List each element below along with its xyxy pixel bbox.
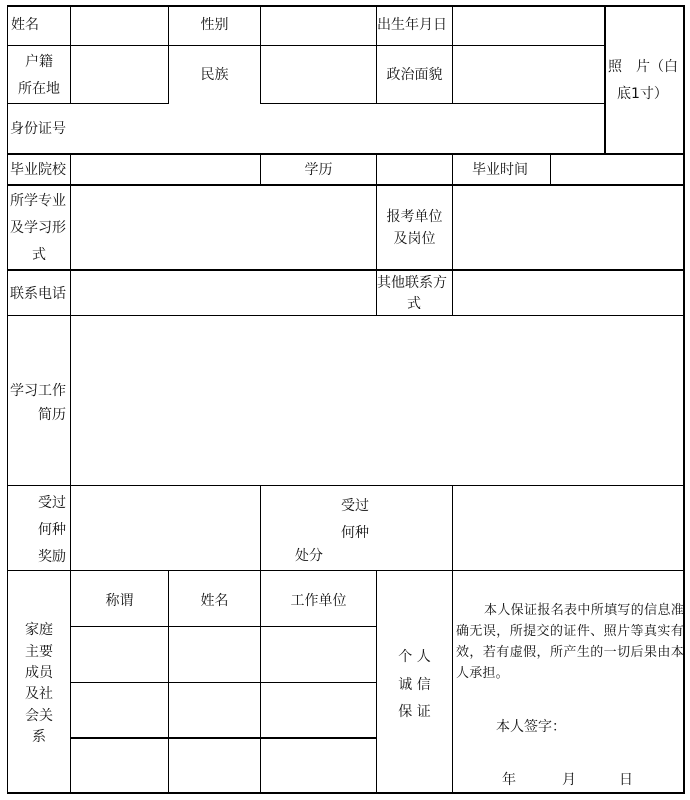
school-field[interactable] bbox=[71, 155, 260, 184]
punishment-field[interactable] bbox=[453, 486, 683, 570]
hukou-field[interactable] bbox=[71, 46, 168, 103]
label-family-3: 成员 bbox=[25, 665, 53, 681]
name-field[interactable] bbox=[71, 6, 168, 45]
ethnicity-field[interactable] bbox=[261, 46, 376, 103]
label-grad-time: 毕业时间 bbox=[472, 162, 528, 178]
label-school: 毕业院校 bbox=[10, 162, 66, 178]
label-family-5: 会关 bbox=[25, 708, 53, 724]
label-family-4: 及社 bbox=[25, 686, 53, 702]
birth-field[interactable] bbox=[453, 6, 604, 45]
pledge-text: 本人保证报名表中所填写的信息准确无误，所提交的证件、照片等真实有效，若有虚假，所产生的一切后果由本人承担。 bbox=[456, 603, 684, 681]
apply-field[interactable] bbox=[453, 186, 683, 269]
family-name-3[interactable] bbox=[169, 739, 260, 792]
education-field[interactable] bbox=[377, 155, 452, 184]
label-education: 学历 bbox=[304, 162, 333, 178]
other-contact-field[interactable] bbox=[453, 271, 683, 315]
family-workplace-2[interactable] bbox=[261, 683, 376, 737]
label-ethnicity: 民族 bbox=[200, 67, 229, 83]
label-awards-3: 奖励 bbox=[38, 549, 66, 565]
col-header-workplace: 工作单位 bbox=[290, 593, 347, 609]
awards-field[interactable] bbox=[71, 486, 260, 570]
label-awards-1: 受过 bbox=[38, 495, 66, 511]
date-month: 月 bbox=[562, 772, 576, 788]
signature-label: 本人签字： bbox=[496, 719, 566, 735]
resume-field[interactable] bbox=[71, 316, 683, 485]
label-name: 姓名 bbox=[11, 17, 39, 33]
family-relation-2[interactable] bbox=[71, 683, 168, 737]
gender-field[interactable] bbox=[261, 6, 376, 45]
signature-field[interactable] bbox=[570, 712, 680, 740]
label-punish-2: 何种 bbox=[341, 525, 369, 541]
date-year: 年 bbox=[502, 772, 516, 788]
label-apply-2: 及岗位 bbox=[393, 231, 436, 247]
border-bottom bbox=[7, 792, 684, 794]
family-relation-1[interactable] bbox=[71, 627, 168, 682]
label-political: 政治面貌 bbox=[386, 67, 443, 83]
label-honesty-1: 个 人 bbox=[398, 649, 431, 665]
rule-row8 bbox=[7, 570, 684, 571]
label-major-3: 式 bbox=[32, 247, 46, 263]
family-relation-3[interactable] bbox=[71, 739, 168, 792]
id-number-field[interactable] bbox=[71, 104, 604, 153]
col-header-name: 姓名 bbox=[200, 593, 229, 609]
photo-label-2: 底1寸） bbox=[617, 86, 668, 102]
family-workplace-1[interactable] bbox=[261, 627, 376, 682]
label-gender: 性别 bbox=[200, 17, 229, 33]
label-family-1: 家庭 bbox=[25, 622, 53, 638]
label-other-contact-1: 其他联系方 bbox=[377, 275, 447, 291]
major-field[interactable] bbox=[71, 186, 376, 269]
label-punish-1: 受过 bbox=[341, 498, 369, 514]
label-family-2: 主要 bbox=[25, 644, 53, 660]
photo-area[interactable] bbox=[605, 6, 683, 153]
label-phone: 联系电话 bbox=[10, 286, 66, 302]
family-workplace-3[interactable] bbox=[261, 739, 376, 792]
family-name-1[interactable] bbox=[169, 627, 260, 682]
label-other-contact-2: 式 bbox=[407, 296, 421, 312]
photo-label-1: 照 片（白 bbox=[608, 59, 678, 75]
label-hukou-1: 户籍 bbox=[25, 54, 53, 70]
label-family-6: 系 bbox=[32, 729, 46, 745]
political-field[interactable] bbox=[453, 46, 604, 103]
label-id-number: 身份证号 bbox=[10, 121, 66, 137]
label-punish-3: 处分 bbox=[295, 548, 323, 564]
label-major-2: 及学习形 bbox=[10, 220, 66, 236]
label-honesty-2: 诚 信 bbox=[398, 677, 431, 693]
col-header-relation: 称谓 bbox=[105, 593, 134, 609]
label-honesty-3: 保 证 bbox=[398, 704, 431, 720]
label-major-1: 所学专业 bbox=[10, 193, 66, 209]
date-day: 日 bbox=[619, 772, 633, 788]
family-name-2[interactable] bbox=[169, 683, 260, 737]
label-resume-2: 简历 bbox=[38, 407, 66, 423]
label-awards-2: 何种 bbox=[38, 522, 66, 538]
label-resume-1: 学习工作 bbox=[10, 383, 66, 399]
label-apply-1: 报考单位 bbox=[386, 209, 443, 225]
label-hukou-2: 所在地 bbox=[18, 81, 60, 97]
phone-field[interactable] bbox=[71, 271, 376, 315]
label-birth: 出生年月日 bbox=[377, 17, 447, 33]
grad-time-field[interactable] bbox=[551, 155, 683, 184]
